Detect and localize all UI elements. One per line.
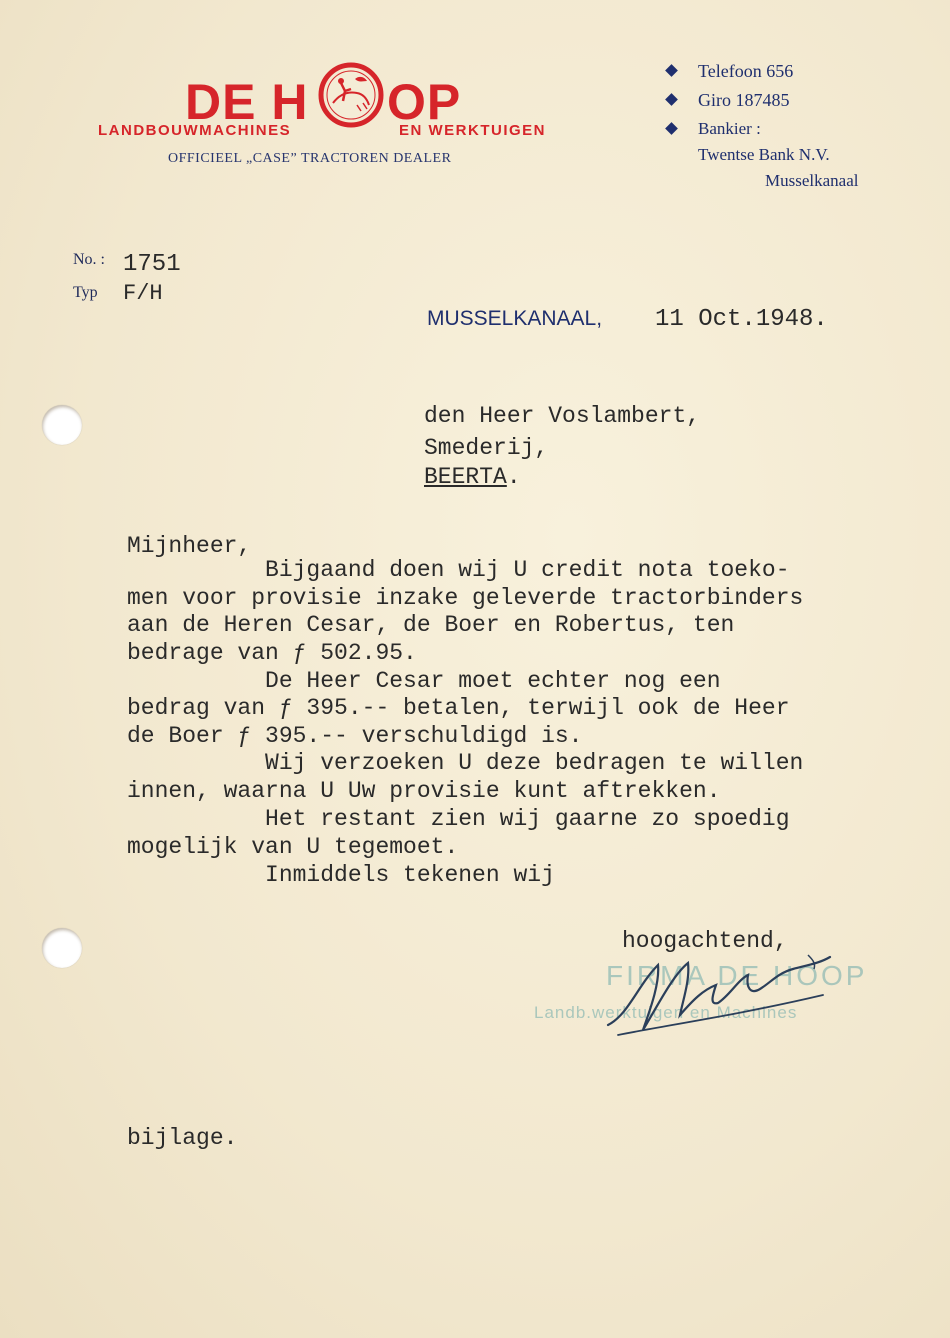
tagline-left: LANDBOUWMACHINES: [98, 122, 292, 139]
typ-value: F/H: [123, 281, 163, 306]
salutation: Mijnheer,: [127, 533, 252, 559]
company-name-left: DE H: [185, 74, 309, 130]
company-name-right: OP: [387, 74, 462, 130]
body-line-3: aan de Heren Cesar, de Boer en Robertus, ten: [127, 612, 735, 638]
bullet-diamond-icon: [665, 93, 678, 106]
giro: Giro 187485: [698, 90, 790, 110]
body-line-7: de Boer ƒ 395.-- verschuldigd is.: [127, 723, 583, 749]
body-line-5: De Heer Cesar moet echter nog een: [127, 668, 721, 694]
body-line-10: Het restant zien wij gaarne zo spoedig: [127, 806, 790, 832]
body-line-2: men voor provisie inzake geleverde tractorbinders: [127, 585, 804, 611]
bank-name: Twentse Bank N.V.: [698, 145, 830, 164]
date-value: 11 Oct.1948.: [655, 306, 828, 333]
closing-greeting: hoogachtend,: [622, 928, 788, 954]
dealer-line: OFFICIEEL „CASE” TRACTOREN DEALER: [168, 151, 452, 166]
punch-hole-bottom: [42, 928, 82, 968]
signature: [598, 945, 838, 1045]
addressee-line-1: den Heer Voslambert,: [424, 403, 701, 429]
no-label: No. :: [73, 251, 105, 268]
body-line-6: bedrag van ƒ 395.-- betalen, terwijl ook de Heer: [127, 695, 790, 721]
date-city: MUSSELKANAAL,: [427, 307, 603, 330]
telefoon: Telefoon 656: [698, 61, 794, 81]
company-logo-emblem-icon: [317, 61, 385, 129]
bullet-diamond-icon: [665, 64, 678, 77]
addressee-line-3: [424, 466, 521, 489]
enclosure: bijlage.: [127, 1125, 238, 1151]
company-stamp-line-1: FIRMA DE HOOP: [606, 960, 868, 991]
body-line-12: Inmiddels tekenen wij: [127, 862, 555, 888]
bank-city: Musselkanaal: [765, 171, 859, 190]
body-line-4: bedrage van ƒ 502.95.: [127, 640, 417, 666]
body-line-8: Wij verzoeken U deze bedragen te willen: [127, 750, 804, 776]
addressee-city: BEERTA: [424, 464, 507, 490]
bullet-diamond-icon: [665, 122, 678, 135]
tagline-right: EN WERKTUIGEN: [399, 122, 546, 139]
body-line-1: Bijgaand doen wij U credit nota toeko-: [127, 557, 790, 583]
punch-hole-top: [42, 405, 82, 445]
addressee-city-period: .: [506, 464, 521, 490]
typ-label: Typ: [73, 284, 98, 301]
body-line-11: mogelijk van U tegemoet.: [127, 834, 459, 860]
no-value: 1751: [123, 251, 181, 278]
addressee-line-2: Smederij,: [424, 435, 549, 461]
bankier-label: Bankier :: [698, 119, 761, 138]
company-stamp-line-2: Landb.werktuigen en Machines: [534, 1003, 798, 1022]
body-line-9: innen, waarna U Uw provisie kunt aftrekken.: [127, 778, 721, 804]
